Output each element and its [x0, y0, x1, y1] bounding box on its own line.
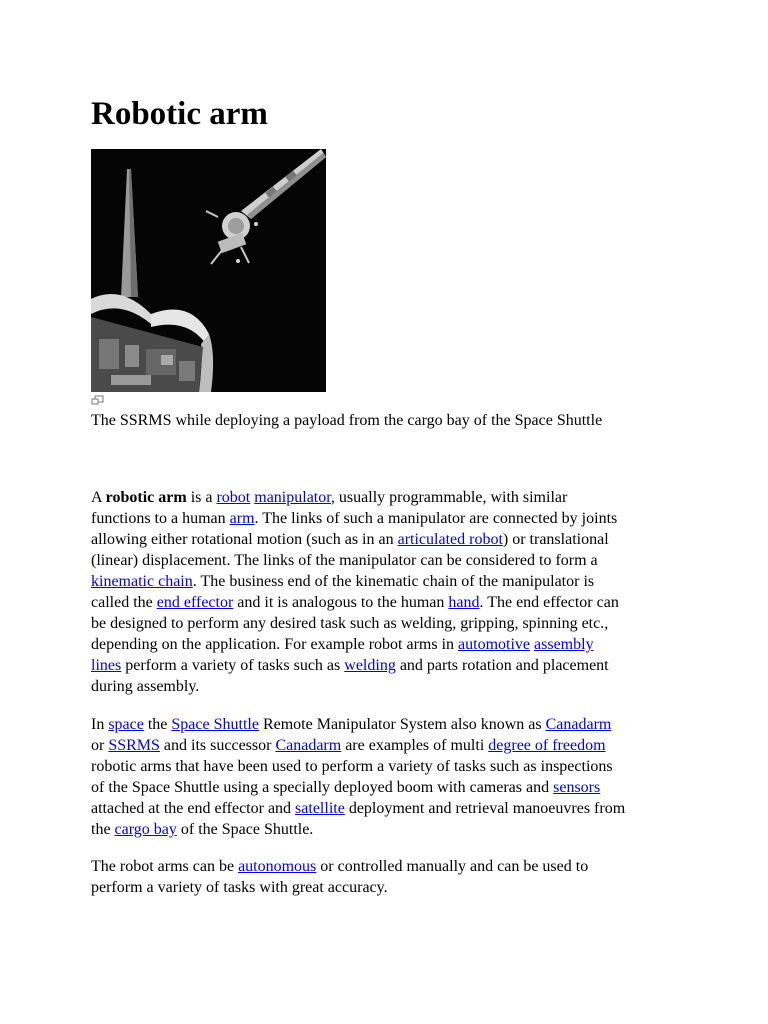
link-autonomous[interactable]: autonomous — [238, 858, 317, 875]
link-canadarm-successor[interactable]: Canadarm — [275, 737, 342, 754]
text-line — [91, 714, 651, 735]
text-run: (linear) displacement. The links of the manipulator can be considered to form a — [91, 552, 598, 569]
text-run: A — [91, 489, 106, 506]
paragraph-intro — [91, 487, 651, 697]
image-anchor-icon[interactable] — [91, 392, 105, 402]
text-line — [91, 508, 651, 529]
text-line — [91, 735, 651, 756]
text-run: or — [91, 737, 109, 754]
text-run: of the Space Shuttle. — [176, 821, 314, 838]
text-run: . The end effector can — [479, 594, 619, 611]
text-run: called the — [91, 594, 157, 611]
text-line — [91, 856, 651, 877]
text-run: deployment and retrieval manoeuvres from — [344, 800, 626, 817]
link-degree-of-freedom[interactable]: degree of freedom — [488, 737, 606, 754]
link-satellite[interactable]: satellite — [295, 800, 345, 817]
link-articulated-robot[interactable]: articulated robot — [397, 531, 503, 548]
text-run: ) or translational — [502, 531, 609, 548]
text-run: during assembly. — [91, 678, 200, 695]
text-run: , usually programmable, with similar — [330, 489, 568, 506]
text-run: functions to a human — [91, 510, 230, 527]
text-run: of the Space Shuttle using a specially deployed boom with cameras and — [91, 779, 554, 796]
link-canadarm[interactable]: Canadarm — [545, 716, 612, 733]
text-run: . The links of such a manipulator are connected by joints — [254, 510, 618, 527]
text-run: the — [143, 716, 172, 733]
link-kinematic-chain[interactable]: kinematic chain — [91, 573, 193, 590]
text-run: . The business end of the kinematic chain of the manipulator is — [192, 573, 595, 590]
text-run: the — [91, 821, 115, 838]
text-line — [91, 756, 651, 777]
text-run: Remote Manipulator System also known as — [258, 716, 546, 733]
image-caption: The SSRMS while deploying a payload from the cargo bay of the Space Shuttle — [91, 412, 603, 429]
paragraph-autonomy — [91, 856, 651, 898]
text-run: In — [91, 716, 109, 733]
text-run: perform a variety of tasks with great accuracy. — [91, 879, 388, 896]
text-line — [91, 819, 651, 840]
text-run: or controlled manually and can be used to — [316, 858, 589, 875]
text-line — [91, 798, 651, 819]
text-line — [91, 676, 651, 697]
text-line — [91, 529, 651, 550]
link-assembly-lines[interactable]: assembly — [534, 636, 594, 653]
link-sensors[interactable]: sensors — [553, 779, 601, 796]
text-run: be designed to perform any desired task such as welding, gripping, spinning etc., — [91, 615, 609, 632]
link-welding[interactable]: welding — [344, 657, 396, 674]
text-run: depending on the application. For example robot arms in — [91, 636, 459, 653]
text-run: perform a variety of tasks such as — [121, 657, 345, 674]
ssrms-photo — [91, 149, 326, 392]
text-line — [91, 634, 651, 655]
text-line — [91, 592, 651, 613]
text-line — [91, 877, 651, 898]
text-run: is a — [186, 489, 217, 506]
text-run: The robot arms can be — [91, 858, 239, 875]
bold-term: robotic arm — [105, 489, 187, 506]
text-run: and parts rotation and placement — [395, 657, 609, 674]
text-line — [91, 550, 651, 571]
text-line — [91, 487, 651, 508]
text-run: are examples of multi — [341, 737, 489, 754]
text-run: allowing either rotational motion (such as in an — [91, 531, 398, 548]
link-space[interactable]: space — [108, 716, 144, 733]
link-cargo-bay[interactable]: cargo bay — [114, 821, 177, 838]
text-run: and its successor — [159, 737, 276, 754]
link-ssrms[interactable]: SSRMS — [108, 737, 160, 754]
text-run: and it is analogous to the human — [233, 594, 449, 611]
link-assembly-lines-cont[interactable]: lines — [91, 657, 122, 674]
link-end-effector[interactable]: end effector — [156, 594, 234, 611]
paragraph-space — [91, 714, 651, 840]
link-robot[interactable]: robot — [216, 489, 251, 506]
page-title: Robotic arm — [91, 96, 268, 132]
text-line — [91, 777, 651, 798]
link-space-shuttle[interactable]: Space Shuttle — [171, 716, 259, 733]
link-arm[interactable]: arm — [229, 510, 255, 527]
text-line — [91, 655, 651, 676]
link-hand[interactable]: hand — [448, 594, 480, 611]
link-automotive[interactable]: automotive — [458, 636, 531, 653]
text-line — [91, 571, 651, 592]
text-run: robotic arms that have been used to perform a variety of tasks such as inspections — [91, 758, 613, 775]
text-run: attached at the end effector and — [91, 800, 296, 817]
text-line — [91, 613, 651, 634]
link-manipulator[interactable]: manipulator — [254, 489, 331, 506]
